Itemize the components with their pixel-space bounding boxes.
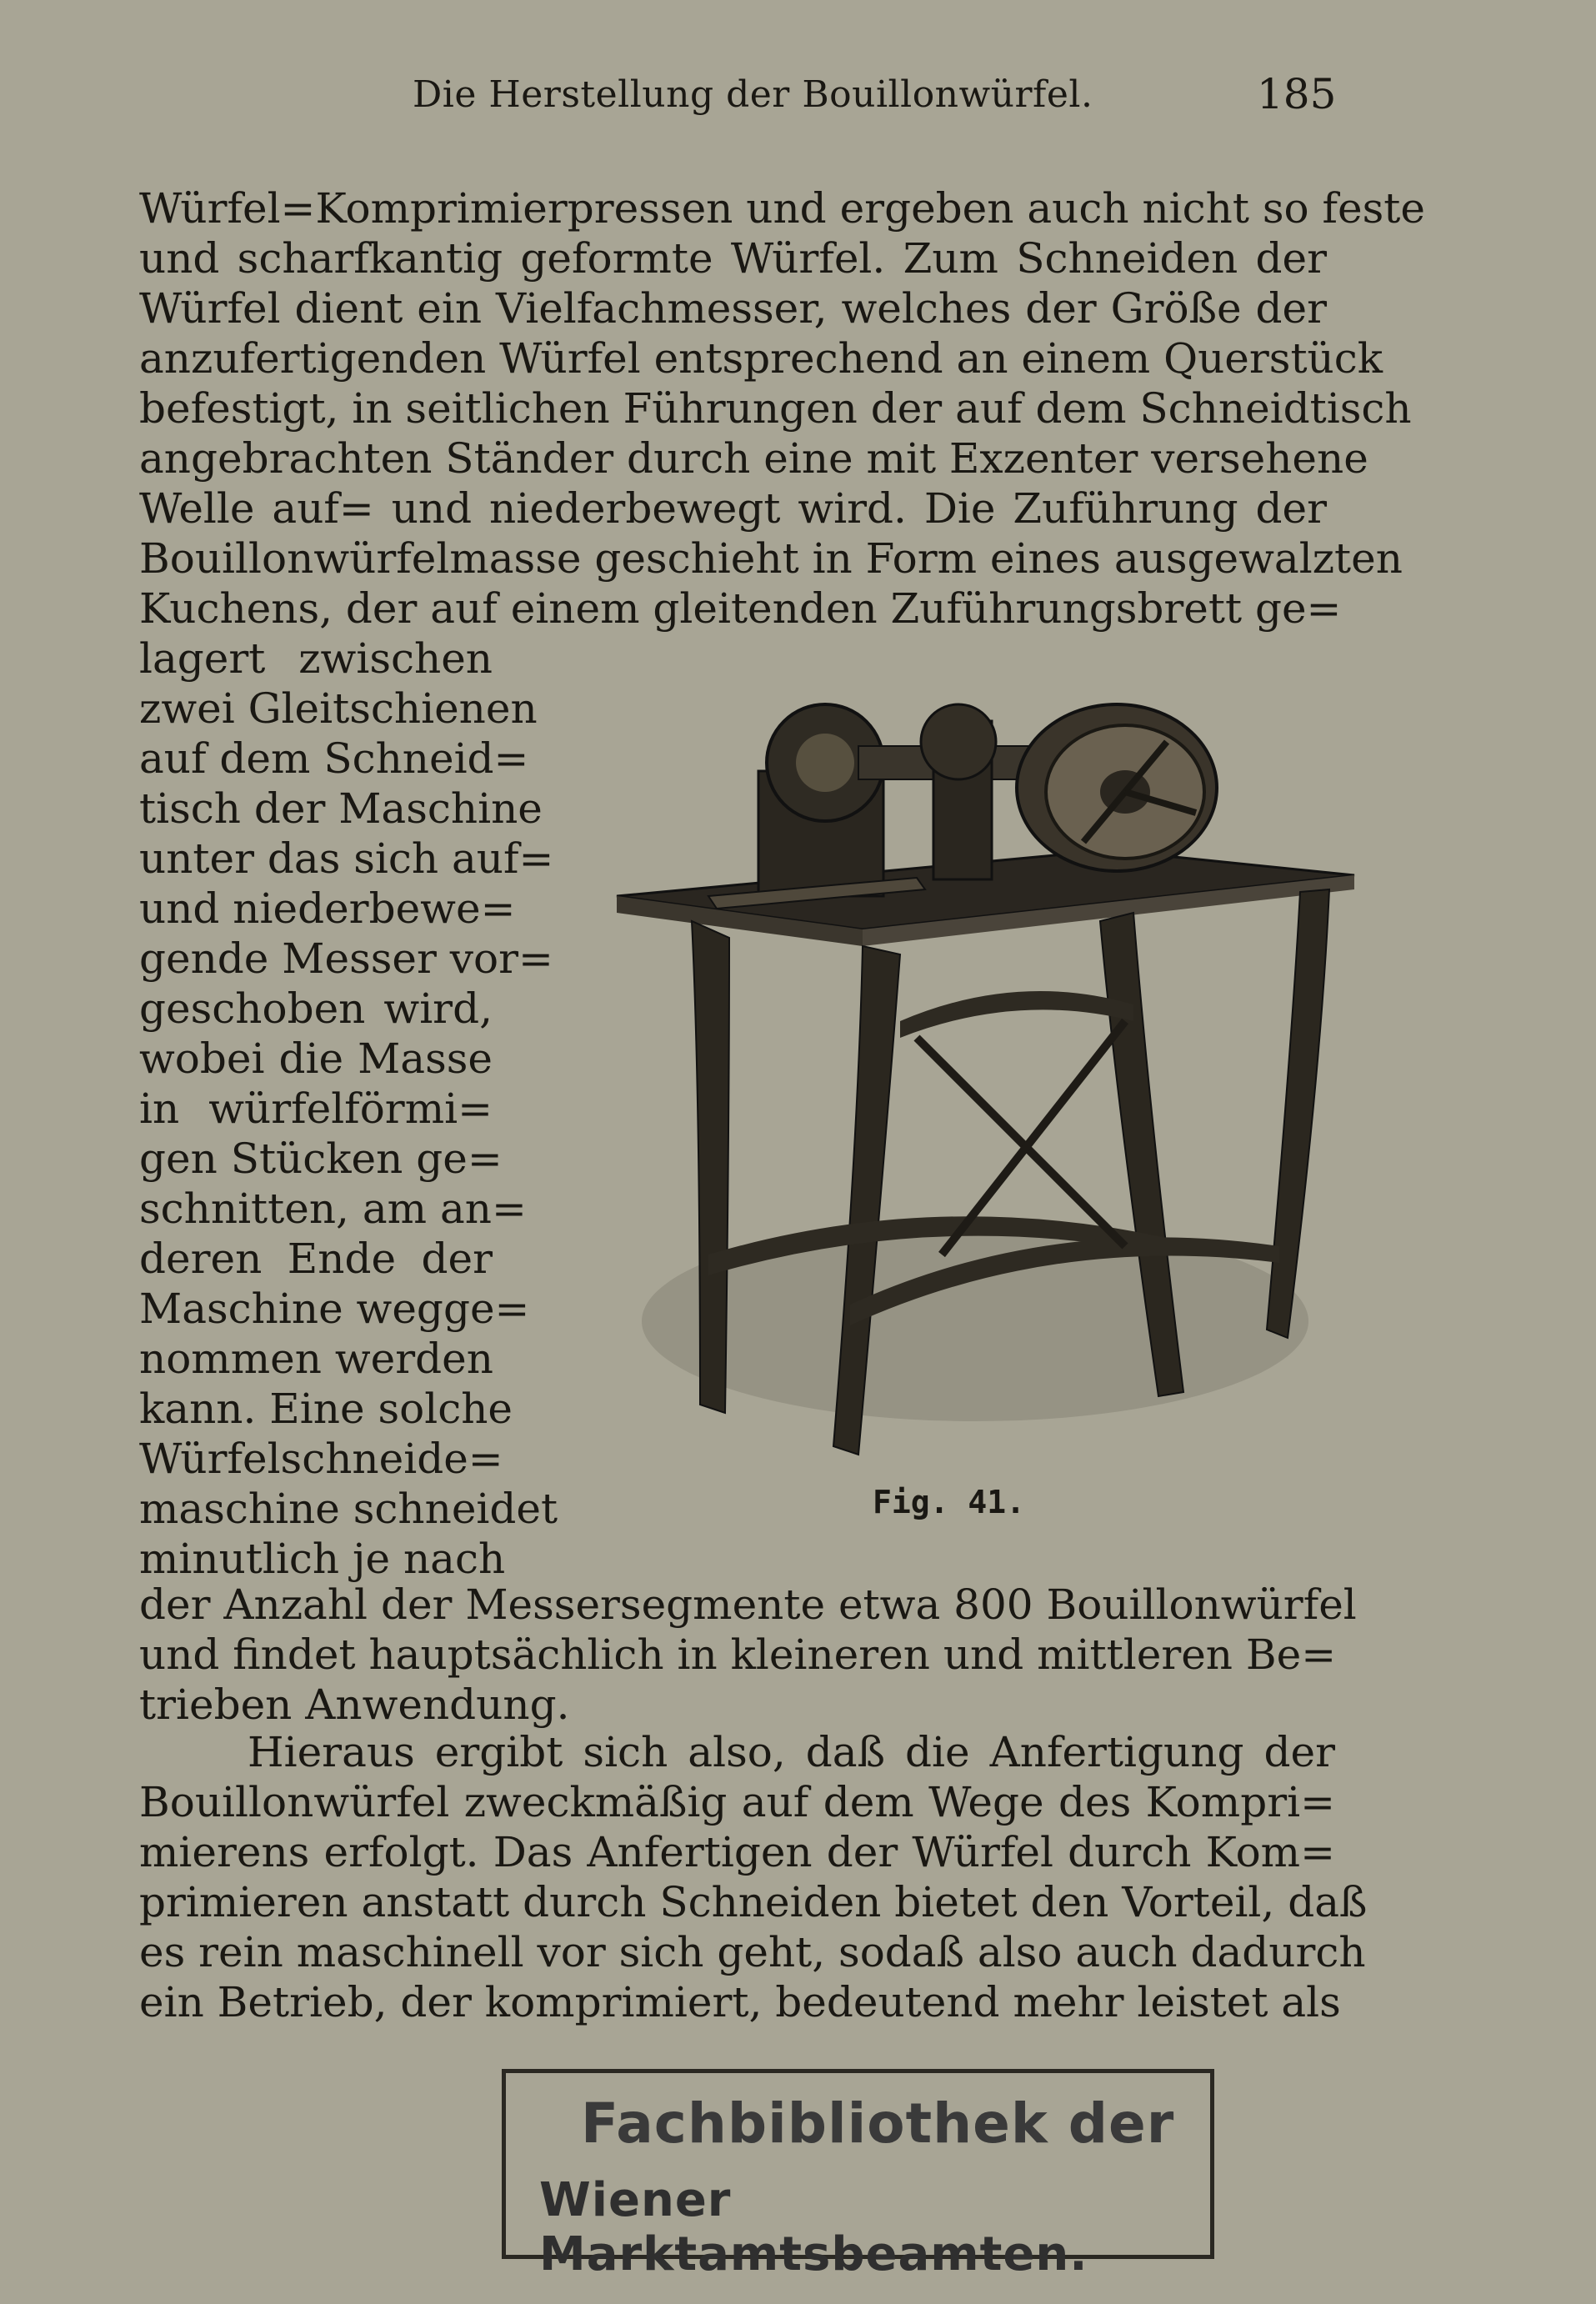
text-line: ein Betrieb, der komprimiert, bedeutend mehr leistet als xyxy=(139,1978,1341,2026)
text-line: Hieraus ergibt sich also, daß die Anfertigung der xyxy=(248,1728,1335,1776)
stamp-line-1: Fachbibliothek der xyxy=(581,2091,1175,2156)
paragraph-bottom xyxy=(139,1580,1357,1730)
text-line: geschoben wird, xyxy=(139,984,493,1033)
text-line: minutlich je nach xyxy=(139,1535,506,1583)
text-line: Welle auf= und niederbewegt wird. Die Zuführung der xyxy=(139,484,1327,533)
text-line: Bouillonwürfel zweckmäßig auf dem Wege des Kompri= xyxy=(139,1778,1335,1826)
text-line: und findet hauptsächlich in kleineren und mittleren Be= xyxy=(139,1630,1337,1679)
text-line: schnitten, am an= xyxy=(139,1185,527,1233)
text-line: maschine schneidet xyxy=(139,1485,558,1533)
text-line: gende Messer vor= xyxy=(139,934,553,983)
stamp-line-2: Wiener Marktamtsbeamten. xyxy=(539,2173,1088,2281)
text-line: kann. Eine solche xyxy=(139,1385,513,1433)
running-title: Die Herstellung der Bouillonwürfel. xyxy=(413,73,1093,116)
text-line: Würfel=Komprimierpressen und ergeben auch nicht so feste xyxy=(139,184,1425,233)
text-line: auf dem Schneid= xyxy=(139,734,529,783)
text-line: es rein maschinell vor sich geht, sodaß also auch dadurch xyxy=(139,1928,1366,1976)
text-line: zwei Gleitschienen xyxy=(139,684,538,733)
text-line: lagert zwischen xyxy=(139,634,493,683)
text-line: Würfel dient ein Vielfachmesser, welches der Größe der xyxy=(139,284,1327,333)
paragraph-last xyxy=(139,1727,1368,2027)
text-line: angebrachten Ständer durch eine mit Exzenter versehene xyxy=(139,434,1368,483)
page-number: 185 xyxy=(1257,70,1337,118)
text-line: nommen werden xyxy=(139,1335,493,1383)
text-line: primieren anstatt durch Schneiden bietet den Vorteil, daß xyxy=(139,1878,1368,1926)
text-line: befestigt, in seitlichen Führungen der auf dem Schneidtisch xyxy=(139,384,1412,433)
text-line: anzufertigenden Würfel entsprechend an einem Querstück xyxy=(139,334,1383,383)
text-line: trieben Anwendung. xyxy=(139,1680,570,1729)
text-line: und niederbewe= xyxy=(139,884,516,933)
paragraph-top xyxy=(139,183,1425,634)
text-line: Würfelschneide= xyxy=(139,1435,503,1483)
library-stamp xyxy=(502,2069,1214,2281)
text-line: in würfelförmi= xyxy=(139,1084,493,1133)
text-line: Bouillonwürfelmasse geschieht in Form eines ausgewalzten xyxy=(139,534,1403,583)
text-line: wobei die Masse xyxy=(139,1034,493,1083)
cube-cutting-machine-icon xyxy=(583,671,1358,1471)
text-line: der Anzahl der Messersegmente etwa 800 Bouillonwürfel xyxy=(139,1580,1357,1629)
text-line: und scharfkantig geformte Würfel. Zum Schneiden der xyxy=(139,234,1327,283)
text-line: tisch der Maschine xyxy=(139,784,543,833)
text-line: gen Stücken ge= xyxy=(139,1134,503,1183)
text-line: deren Ende der xyxy=(139,1235,493,1283)
text-line: mierens erfolgt. Das Anfertigen der Würfel durch Kom= xyxy=(139,1828,1335,1876)
text-line: Maschine wegge= xyxy=(139,1285,530,1333)
text-line: unter das sich auf= xyxy=(139,834,554,883)
text-line: Kuchens, der auf einem gleitenden Zuführungsbrett ge= xyxy=(139,584,1342,633)
machine-figure xyxy=(583,671,1358,1471)
paragraph-wrap xyxy=(139,634,558,1584)
figure-caption: Fig. 41. xyxy=(873,1484,1026,1520)
